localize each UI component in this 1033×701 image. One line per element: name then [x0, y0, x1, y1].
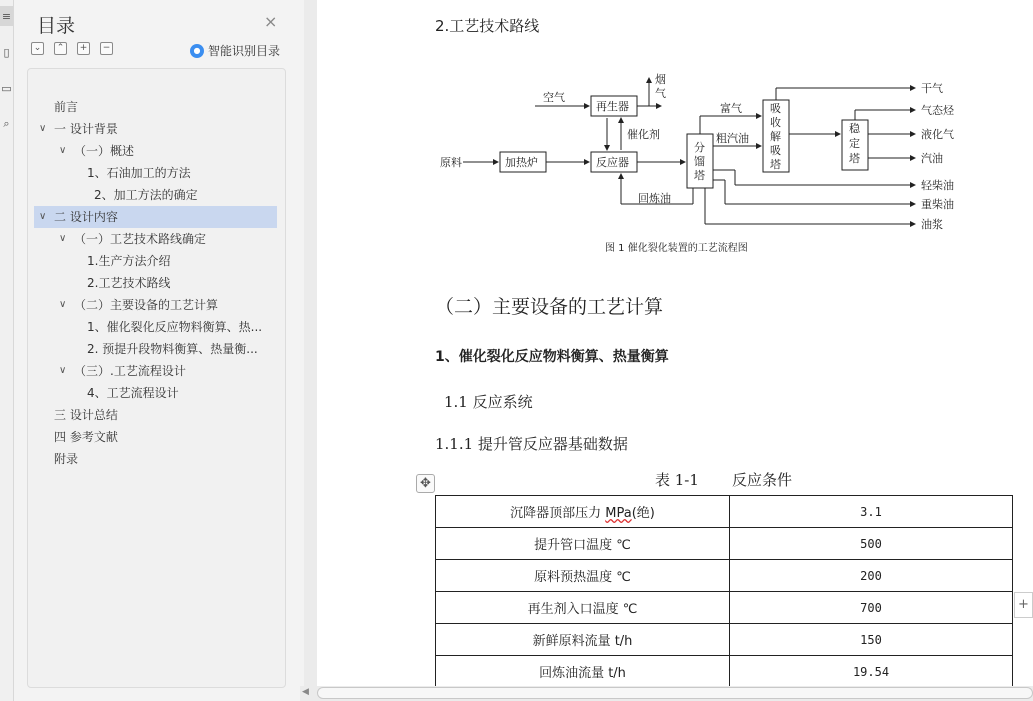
- toc-item-label: （一）工艺技术路线确定: [74, 232, 207, 246]
- toc-item-label: 1.生产方法介绍: [87, 254, 171, 268]
- process-flow-diagram: [435, 68, 955, 258]
- chevron-down-icon[interactable]: ∨: [59, 299, 67, 310]
- left-tool-strip: [0, 0, 14, 701]
- cell-label-text: 再生剂入口温度 ℃: [527, 602, 638, 617]
- table-row: [436, 624, 1013, 656]
- label-flue-2: 气: [655, 87, 666, 100]
- page-icon[interactable]: ▭: [1, 81, 12, 95]
- toc-item[interactable]: [34, 316, 277, 338]
- table-cell-label[interactable]: [436, 528, 730, 560]
- label-stab-1: 稳: [849, 122, 860, 135]
- toc-item[interactable]: [34, 162, 277, 184]
- heading-sub3: 1.1.1 提升管反应器基础数据: [435, 435, 628, 453]
- chevron-down-icon[interactable]: ∨: [39, 123, 47, 134]
- label-stab-2: 定: [849, 137, 860, 150]
- table-row: [436, 656, 1013, 688]
- label-regenerator: 再生器: [596, 100, 629, 113]
- diagram-caption: 图 1 催化裂化装置的工艺流程图: [605, 243, 748, 254]
- remove-heading-icon[interactable]: −: [100, 42, 113, 55]
- chevron-down-icon[interactable]: ∨: [59, 365, 67, 376]
- toc-item[interactable]: [34, 140, 277, 162]
- toc-item[interactable]: [34, 272, 277, 294]
- table-row: [436, 560, 1013, 592]
- toc-item[interactable]: [34, 250, 277, 272]
- table-caption-number: 表 1-1: [655, 471, 699, 489]
- toc-item[interactable]: [34, 294, 277, 316]
- toc-item[interactable]: [34, 206, 277, 228]
- label-reactor: 反应器: [596, 156, 629, 169]
- label-feed: 原料: [440, 156, 462, 169]
- table-cell-label[interactable]: [436, 624, 730, 656]
- label-air: 空气: [543, 91, 565, 104]
- toc-item-label: （三）.工艺流程设计: [74, 364, 186, 378]
- table-cell-label[interactable]: [436, 592, 730, 624]
- collapse-all-icon[interactable]: ⌄: [31, 42, 44, 55]
- label-slurry: 油浆: [921, 218, 943, 231]
- toc-icon[interactable]: ≡: [0, 6, 13, 26]
- label-frac-1: 分: [694, 141, 705, 154]
- toc-item[interactable]: [34, 360, 277, 382]
- table-cell-label[interactable]: [436, 496, 730, 528]
- toc-item[interactable]: [34, 448, 277, 470]
- label-frac-2: 馏: [694, 155, 705, 168]
- label-absorb-3: 解: [770, 130, 781, 143]
- toc-item-label: 二 设计内容: [54, 210, 118, 224]
- toc-item-label: 一 设计背景: [54, 122, 118, 136]
- cell-label-text: 新鲜原料流量 t/h: [532, 634, 633, 649]
- toc-panel: [14, 0, 304, 701]
- cell-label-text: 原料预热温度 ℃: [534, 570, 631, 585]
- toc-item[interactable]: [34, 382, 277, 404]
- toc-item-label: 四 参考文献: [54, 430, 118, 444]
- expand-all-icon[interactable]: ⌃: [54, 42, 67, 55]
- toc-item[interactable]: [34, 426, 277, 448]
- label-rich-gas: 富气: [720, 102, 742, 115]
- table-caption-title: 反应条件: [732, 471, 793, 489]
- table-row: [436, 592, 1013, 624]
- table-cell-value[interactable]: 700: [730, 592, 1013, 624]
- heading-section: （二）主要设备的工艺计算: [435, 296, 664, 318]
- toc-list: [34, 96, 277, 470]
- toc-item-label: 4、工艺流程设计: [87, 386, 179, 400]
- toc-item-label: 2、加工方法的确定: [94, 188, 198, 202]
- table-cell-value[interactable]: 3.1: [730, 496, 1013, 528]
- label-recycle-oil: 回炼油: [638, 192, 671, 205]
- reaction-conditions-table: [435, 495, 1013, 688]
- label-absorb-1: 吸: [770, 102, 781, 115]
- toc-item-label: 附录: [54, 452, 79, 466]
- heading-sub1: 1、催化裂化反应物料衡算、热量衡算: [435, 349, 669, 365]
- table-cell-value[interactable]: 500: [730, 528, 1013, 560]
- chevron-down-icon[interactable]: ∨: [59, 145, 67, 156]
- label-furnace: 加热炉: [505, 156, 538, 169]
- add-column-button[interactable]: +: [1014, 592, 1033, 618]
- add-heading-icon[interactable]: +: [77, 42, 90, 55]
- toc-item-label: 前言: [54, 100, 79, 114]
- horizontal-scrollbar[interactable]: [300, 686, 1033, 701]
- scroll-thumb[interactable]: [317, 687, 1033, 699]
- label-frac-3: 塔: [694, 169, 705, 182]
- search-icon[interactable]: ⌕: [3, 117, 10, 130]
- table-cell-label[interactable]: [436, 656, 730, 688]
- cell-label-text: 提升管口温度 ℃: [534, 538, 631, 553]
- toc-item-label: 1、石油加工的方法: [87, 166, 191, 180]
- heading-sub2: 1.1 反应系统: [444, 393, 533, 411]
- table-cell-value[interactable]: 200: [730, 560, 1013, 592]
- label-absorb-2: 收: [770, 116, 781, 129]
- label-light-diesel: 轻柴油: [921, 179, 954, 192]
- toc-item[interactable]: [34, 228, 277, 250]
- toc-item-label: 2.工艺技术路线: [87, 276, 171, 290]
- label-heavy-diesel: 重柴油: [921, 198, 954, 211]
- toc-item-label: （二）主要设备的工艺计算: [74, 298, 219, 312]
- cell-unit-rest: (绝): [631, 506, 655, 521]
- cell-unit-spellcheck: MPa: [605, 506, 632, 521]
- toc-item-label: 2. 预提升段物料衡算、热量衡...: [87, 342, 258, 356]
- label-flue-1: 烟: [655, 73, 666, 86]
- table-cell-label[interactable]: [436, 560, 730, 592]
- bookmark-icon[interactable]: ▯: [3, 45, 10, 59]
- document-page[interactable]: [317, 0, 1033, 686]
- label-absorb-4: 吸: [770, 144, 781, 157]
- table-move-handle-icon[interactable]: ✥: [416, 474, 435, 493]
- heading-route: 2.工艺技术路线: [435, 17, 540, 35]
- scroll-left-icon[interactable]: ◀: [302, 687, 309, 697]
- smart-toc-label: 智能识别目录: [208, 44, 281, 58]
- chevron-down-icon[interactable]: ∨: [59, 233, 67, 244]
- toc-toolbar: [31, 42, 113, 55]
- label-dry-gas: 干气: [921, 82, 943, 95]
- table-row: [436, 528, 1013, 560]
- toc-item[interactable]: [34, 96, 277, 118]
- label-gasoline: 汽油: [921, 152, 943, 165]
- cell-label-text: 沉降器顶部压力: [510, 506, 606, 521]
- table-cell-value[interactable]: 19.54: [730, 656, 1013, 688]
- toc-title: 目录: [37, 15, 76, 37]
- toc-item[interactable]: [34, 118, 277, 140]
- chevron-down-icon[interactable]: ∨: [39, 211, 47, 222]
- toc-item-label: 三 设计总结: [54, 408, 118, 422]
- close-icon[interactable]: ×: [264, 12, 278, 31]
- toc-item[interactable]: [34, 184, 277, 206]
- label-stab-3: 塔: [849, 152, 860, 165]
- label-crude-gasoline: 粗汽油: [716, 132, 749, 145]
- smart-ai-icon: ●: [190, 44, 204, 58]
- label-gas-hc: 气态烃: [921, 104, 954, 117]
- cell-label-text: 回炼油流量 t/h: [539, 666, 626, 681]
- label-lpg: 液化气: [921, 128, 954, 141]
- toc-item-label: 1、催化裂化反应物料衡算、热...: [87, 320, 263, 334]
- toc-item[interactable]: [34, 404, 277, 426]
- label-absorb-5: 塔: [770, 158, 781, 171]
- toc-item-label: （一）概述: [74, 144, 135, 158]
- smart-toc-button[interactable]: [190, 42, 280, 59]
- label-catalyst: 催化剂: [627, 128, 660, 141]
- toc-item[interactable]: [34, 338, 277, 360]
- table-cell-value[interactable]: 150: [730, 624, 1013, 656]
- table-row: [436, 496, 1013, 528]
